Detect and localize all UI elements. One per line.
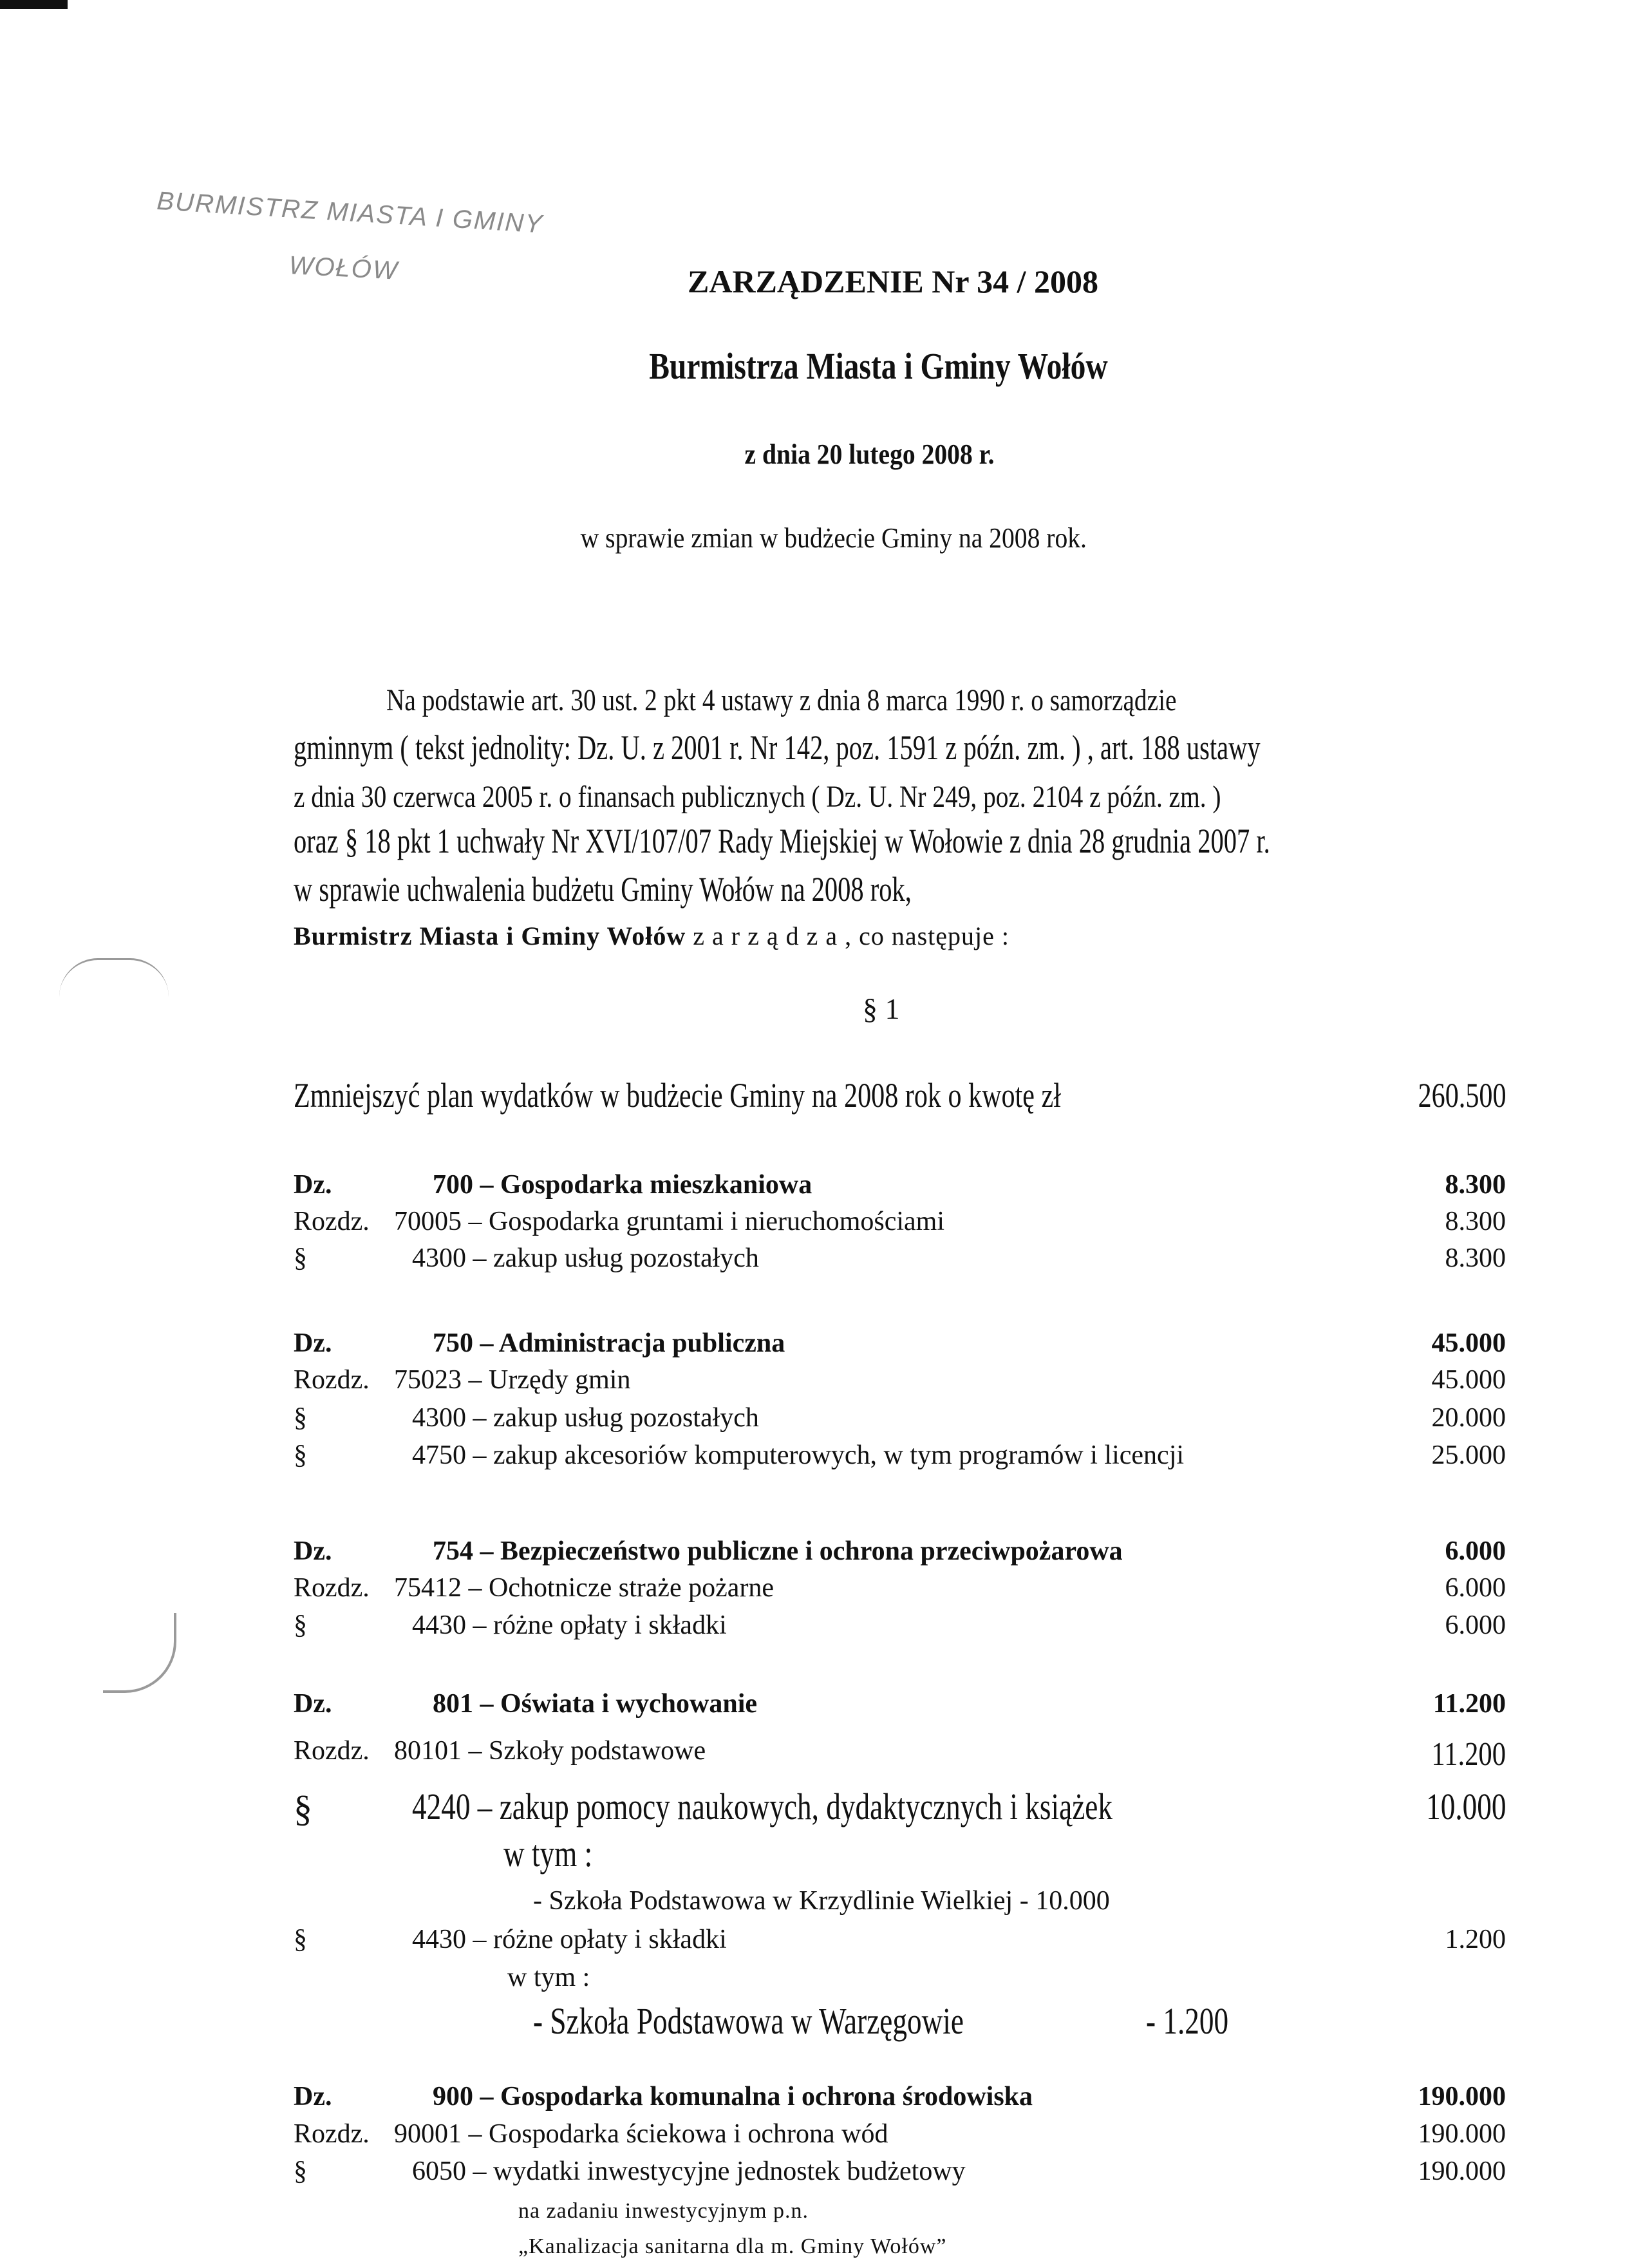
section-sign: § xyxy=(294,1925,307,1954)
dz-700: 700 – Gospodarka mieszkaniowa xyxy=(433,1170,812,1200)
intro-line-3: z dnia 30 czerwca 2005 r. o finansach publicznych ( Dz. U. Nr 249, poz. 2104 z późn. zm. ) xyxy=(294,780,1221,814)
par-4430-item-name: - Szkoła Podstawowa w Warzęgowie xyxy=(533,2000,964,2042)
dz-750-amount: 45.000 xyxy=(1431,1328,1506,1358)
par-4750-750-amount: 25.000 xyxy=(1431,1440,1506,1470)
investment-note-2: „Kanalizacja sanitarna dla m. Gminy Wołów” xyxy=(518,2234,947,2258)
section-sign: § xyxy=(294,1403,307,1433)
rozdz-75023: 75023 – Urzędy gmin xyxy=(394,1365,631,1395)
par-4750-750: 4750 – zakup akcesoriów komputerowych, w tym programów i licencji xyxy=(412,1440,1185,1470)
decree-verb: z a r z ą d z a , co następuje : xyxy=(693,921,1010,950)
rozdz-label: Rozdz. xyxy=(294,1365,370,1395)
margin-mark-upper xyxy=(59,958,169,999)
main-statement: Zmniejszyć plan wydatków w budżecie Gminy na 2008 rok o kwotę zł xyxy=(294,1076,1061,1115)
par-4430-801: 4430 – różne opłaty i składki xyxy=(412,1925,727,1954)
par-4240-item: - Szkoła Podstawowa w Krzydlinie Wielkiej - 10.000 xyxy=(533,1886,1110,1916)
section-sign: § xyxy=(294,2157,307,2186)
decree-clause xyxy=(294,921,1009,951)
par-4240-wtym: w tym : xyxy=(503,1833,593,1874)
intro-line-5: w sprawie uchwalenia budżetu Gminy Wołów na 2008 rok, xyxy=(294,870,912,909)
investment-note-1: na zadaniu inwestycyjnym p.n. xyxy=(518,2199,809,2223)
rozdz-75412: 75412 – Ochotnicze straże pożarne xyxy=(394,1573,774,1603)
par-4240-801-amount: 10.000 xyxy=(1425,1786,1506,1827)
par-4300-750: 4300 – zakup usług pozostałych xyxy=(412,1403,759,1433)
par-4300-700: 4300 – zakup usług pozostałych xyxy=(412,1243,759,1273)
intro-line-2: gminnym ( tekst jednolity: Dz. U. z 2001 r. Nr 142, poz. 1591 z późn. zm. ) , art. 188 ustawy xyxy=(294,728,1261,767)
dz-754: 754 – Bezpieczeństwo publiczne i ochrona przeciwpożarowa xyxy=(433,1536,1123,1566)
decree-subject-name: Burmistrz Miasta i Gminy Wołów xyxy=(294,921,686,950)
rozdz-80101: 80101 – Szkoły podstawowe xyxy=(394,1736,706,1766)
intro-line-1: Na podstawie art. 30 ust. 2 pkt 4 ustawy z dnia 8 marca 1990 r. o samorządzie xyxy=(386,683,1177,717)
par-4430-754: 4430 – różne opłaty i składki xyxy=(412,1610,727,1640)
par-6050-900: 6050 – wydatki inwestycyjne jednostek budżetowy xyxy=(412,2157,966,2186)
par-6050-900-amount: 190.000 xyxy=(1418,2157,1506,2186)
scan-edge-mark xyxy=(0,0,68,9)
par-4430-wtym: w tym : xyxy=(507,1963,590,1992)
section-sign: § xyxy=(294,1788,312,1829)
dz-label: Dz. xyxy=(294,2082,332,2111)
rozdz-label: Rozdz. xyxy=(294,2119,370,2149)
dz-label: Dz. xyxy=(294,1536,332,1566)
rozdz-label: Rozdz. xyxy=(294,1736,370,1766)
stamp-line-1: BURMISTRZ MIASTA I GMINY xyxy=(156,187,545,239)
par-4430-item-amount: - 1.200 xyxy=(1146,2000,1229,2042)
rozdz-label: Rozdz. xyxy=(294,1573,370,1603)
decree-subject: w sprawie zmian w budżecie Gminy na 2008 rok. xyxy=(580,522,1087,554)
dz-754-amount: 6.000 xyxy=(1445,1536,1506,1566)
par-4300-700-amount: 8.300 xyxy=(1445,1243,1506,1273)
dz-900: 900 – Gospodarka komunalna i ochrona środowiska xyxy=(433,2082,1033,2111)
par-4300-750-amount: 20.000 xyxy=(1431,1403,1506,1433)
dz-801-amount: 11.200 xyxy=(1432,1689,1506,1719)
rozdz-75023-amount: 45.000 xyxy=(1431,1365,1506,1395)
par-4430-801-amount: 1.200 xyxy=(1445,1925,1506,1954)
paragraph-sign: § 1 xyxy=(863,992,900,1025)
section-sign: § xyxy=(294,1243,307,1273)
rozdz-90001-amount: 190.000 xyxy=(1418,2119,1506,2149)
decree-title: ZARZĄDZENIE Nr 34 / 2008 xyxy=(688,263,1099,299)
dz-801: 801 – Oświata i wychowanie xyxy=(433,1689,757,1719)
par-4430-754-amount: 6.000 xyxy=(1445,1610,1506,1640)
dz-label: Dz. xyxy=(294,1328,332,1358)
rozdz-90001: 90001 – Gospodarka ściekowa i ochrona wód xyxy=(394,2119,888,2149)
dz-700-amount: 8.300 xyxy=(1445,1170,1506,1200)
section-sign: § xyxy=(294,1610,307,1640)
stamp-line-2: WOŁÓW xyxy=(288,251,399,285)
rozdz-70005: 70005 – Gospodarka gruntami i nieruchomościami xyxy=(394,1207,944,1236)
rozdz-75412-amount: 6.000 xyxy=(1445,1573,1506,1603)
dz-750: 750 – Administracja publiczna xyxy=(433,1328,785,1358)
section-sign: § xyxy=(294,1440,307,1470)
main-amount: 260.500 xyxy=(1418,1076,1506,1115)
rozdz-80101-amount: 11.200 xyxy=(1431,1736,1506,1773)
margin-mark-lower xyxy=(103,1613,176,1693)
intro-line-4: oraz § 18 pkt 1 uchwały Nr XVI/107/07 Rady Miejskiej w Wołowie z dnia 28 grudnia 2007 r. xyxy=(294,822,1270,860)
rozdz-70005-amount: 8.300 xyxy=(1445,1207,1506,1236)
dz-label: Dz. xyxy=(294,1689,332,1719)
decree-date: z dnia 20 lutego 2008 r. xyxy=(744,439,995,470)
decree-issuer: Burmistrza Miasta i Gminy Wołów xyxy=(649,345,1108,387)
dz-label: Dz. xyxy=(294,1170,332,1200)
par-4240-801: 4240 – zakup pomocy naukowych, dydaktycznych i książek xyxy=(412,1786,1112,1827)
dz-900-amount: 190.000 xyxy=(1418,2082,1506,2111)
rozdz-label: Rozdz. xyxy=(294,1207,370,1236)
